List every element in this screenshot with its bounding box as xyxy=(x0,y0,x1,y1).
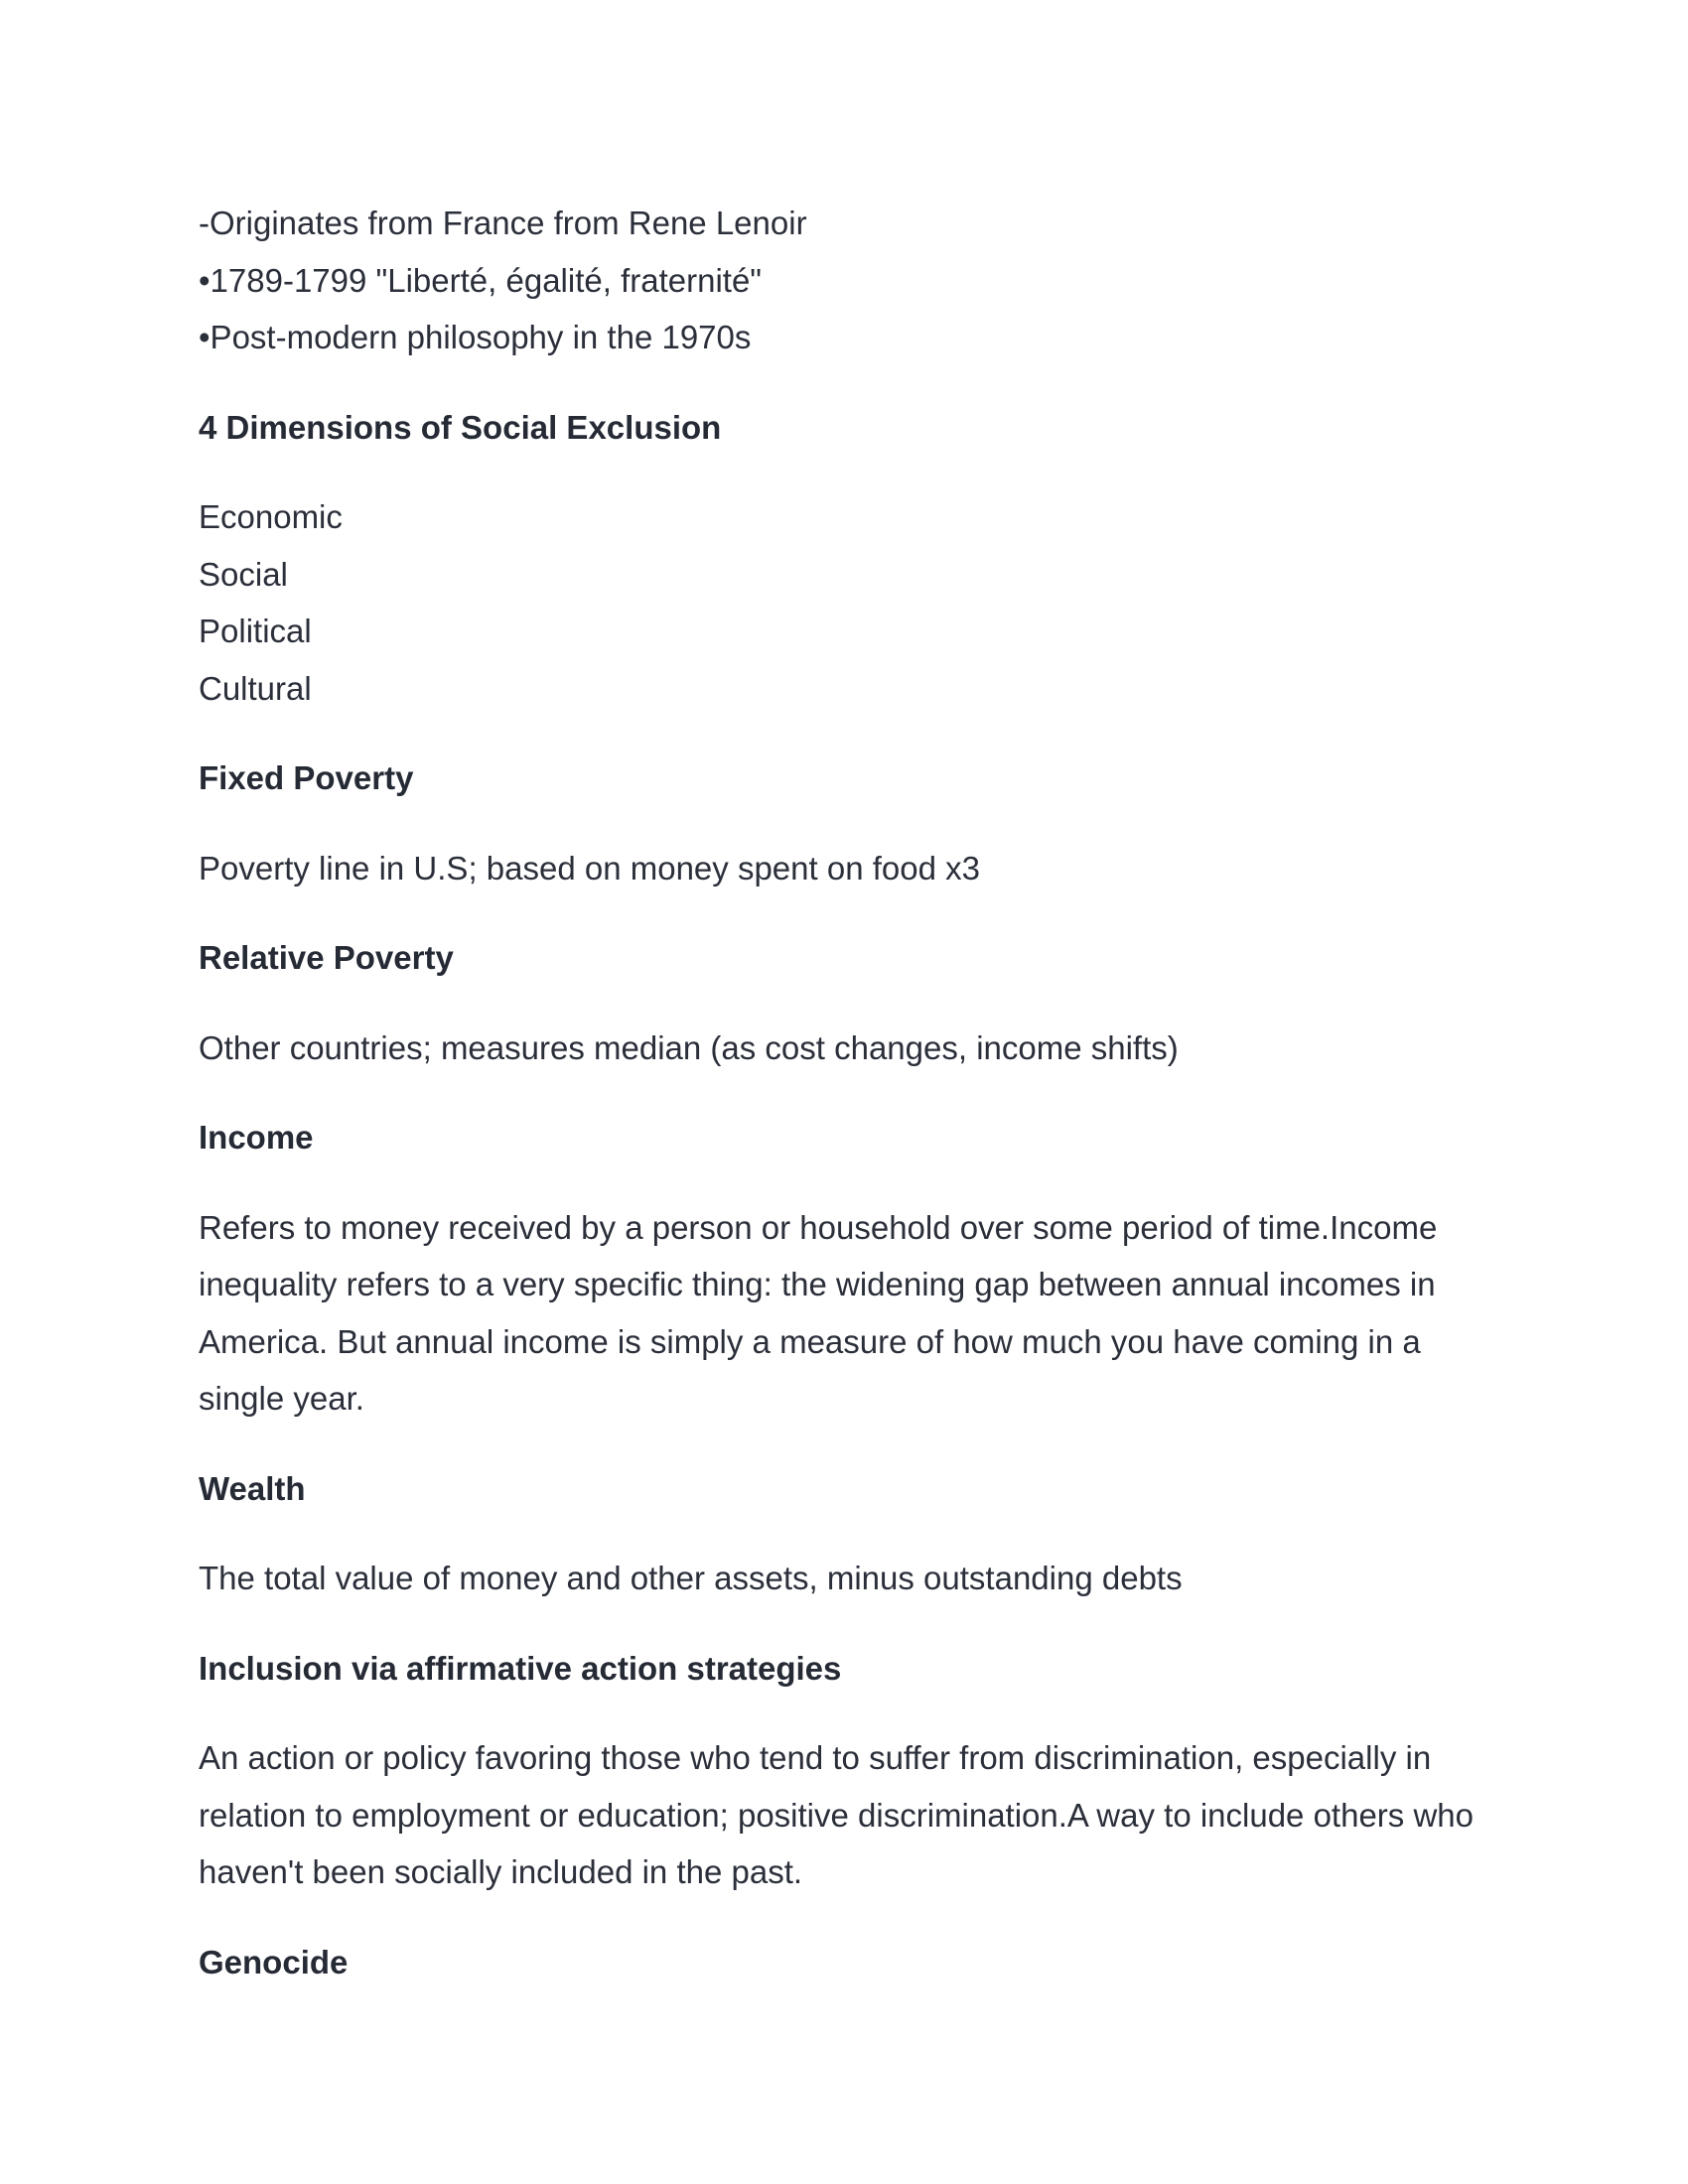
relative-poverty-text: Other countries; measures median (as cost changes, income shifts) xyxy=(199,1028,1179,1066)
income-text-line: America. But annual income is simply a measure of how much you have coming in a xyxy=(199,1322,1421,1360)
income-text-line: inequality refers to a very specific thing: the widening gap between annual incomes in xyxy=(199,1266,1436,1302)
inclusion-text-line: relation to employment or education; positive discrimination.A way to include others who xyxy=(199,1796,1475,1834)
income-text-line: single year. xyxy=(199,1380,364,1417)
income-heading: Income xyxy=(199,1119,314,1156)
intro-origin: -Originates from France from Rene Lenoir xyxy=(199,205,807,241)
relative-poverty-heading: Relative Poverty xyxy=(199,939,454,976)
intro-postmodern: •Post-modern philosophy in the 1970s xyxy=(199,319,752,355)
dimension-item: Social xyxy=(199,555,288,593)
document-page xyxy=(199,195,1509,1990)
dimension-item: Economic xyxy=(199,498,343,535)
dimension-item: Cultural xyxy=(199,669,312,707)
dimensions-heading: 4 Dimensions of Social Exclusion xyxy=(199,408,722,446)
inclusion-heading: Inclusion via affirmative action strategies xyxy=(199,1649,842,1687)
fixed-poverty-text: Poverty line in U.S; based on money spent on food x3 xyxy=(199,849,980,887)
income-text-line: Refers to money received by a person or household over some period of time.Income xyxy=(199,1208,1438,1246)
inclusion-text-line: haven't been socially included in the past. xyxy=(199,1853,803,1890)
intro-revolution: •1789-1799 "Liberté, égalité, fraternité" xyxy=(199,261,763,299)
inclusion-text-line: An action or policy favoring those who tend to suffer from discrimination, especially in xyxy=(199,1739,1432,1776)
fixed-poverty-heading: Fixed Poverty xyxy=(199,759,414,796)
wealth-text: The total value of money and other assets, minus outstanding debts xyxy=(199,1560,1183,1596)
genocide-heading: Genocide xyxy=(199,1943,349,1980)
wealth-heading: Wealth xyxy=(199,1469,306,1507)
dimension-item: Political xyxy=(199,613,312,649)
